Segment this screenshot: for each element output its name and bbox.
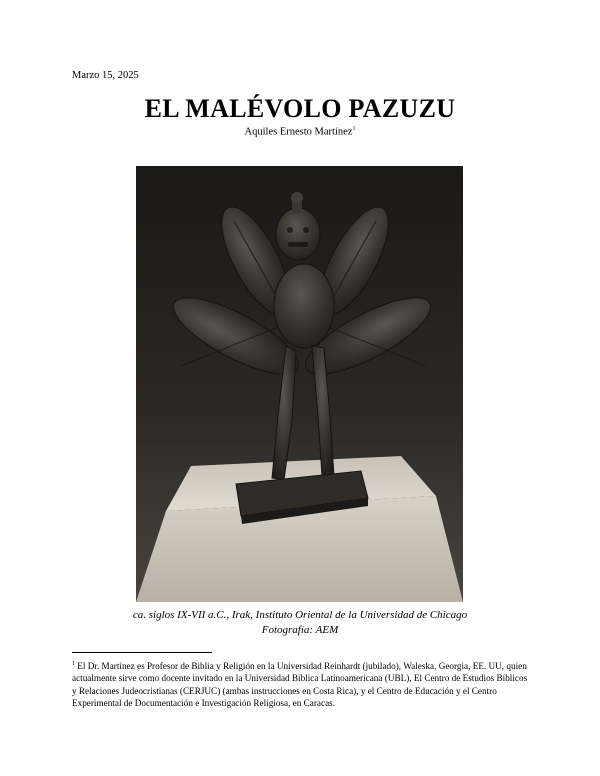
caption-line-1: ca. siglos IX-VII a.C., Irak, Instituto Oriental de la Universidad de Chicago bbox=[132, 609, 468, 621]
statue-illustration bbox=[136, 166, 463, 602]
author-name: Aquiles Ernesto Martínez bbox=[244, 126, 353, 138]
figure-caption bbox=[0, 608, 600, 638]
document-title: EL MALÉVOLO PAZUZU bbox=[144, 94, 456, 123]
document-date: Marzo 15, 2025 bbox=[72, 70, 139, 81]
pazuzu-statue-photo bbox=[136, 166, 463, 602]
footnote-separator bbox=[72, 652, 212, 653]
author-footnote-mark: 1 bbox=[352, 126, 356, 132]
footnote bbox=[72, 658, 534, 710]
caption-line-2: Fotografía: AEM bbox=[261, 624, 339, 636]
footnote-text: El Dr. Martínez es Profesor de Biblia y Religión en la Universidad Reinhardt (jubilado), Waleska, Georgia, EE. UU, quien actualmente sirve como docente invitado en la Universidad Bíblica Latinoamericana (UBL), El Centro de Estudios Bíblicos y Relaciones Judeocristianas (CERJUC) (ambas instrucciones en Costa Rica), y el Centro de Educación y el Centro Experimental de Documentación e Investigación Religiosa, en Caracas. bbox=[72, 661, 528, 709]
author-line bbox=[0, 126, 600, 138]
footnote-mark: 1 bbox=[72, 661, 75, 667]
